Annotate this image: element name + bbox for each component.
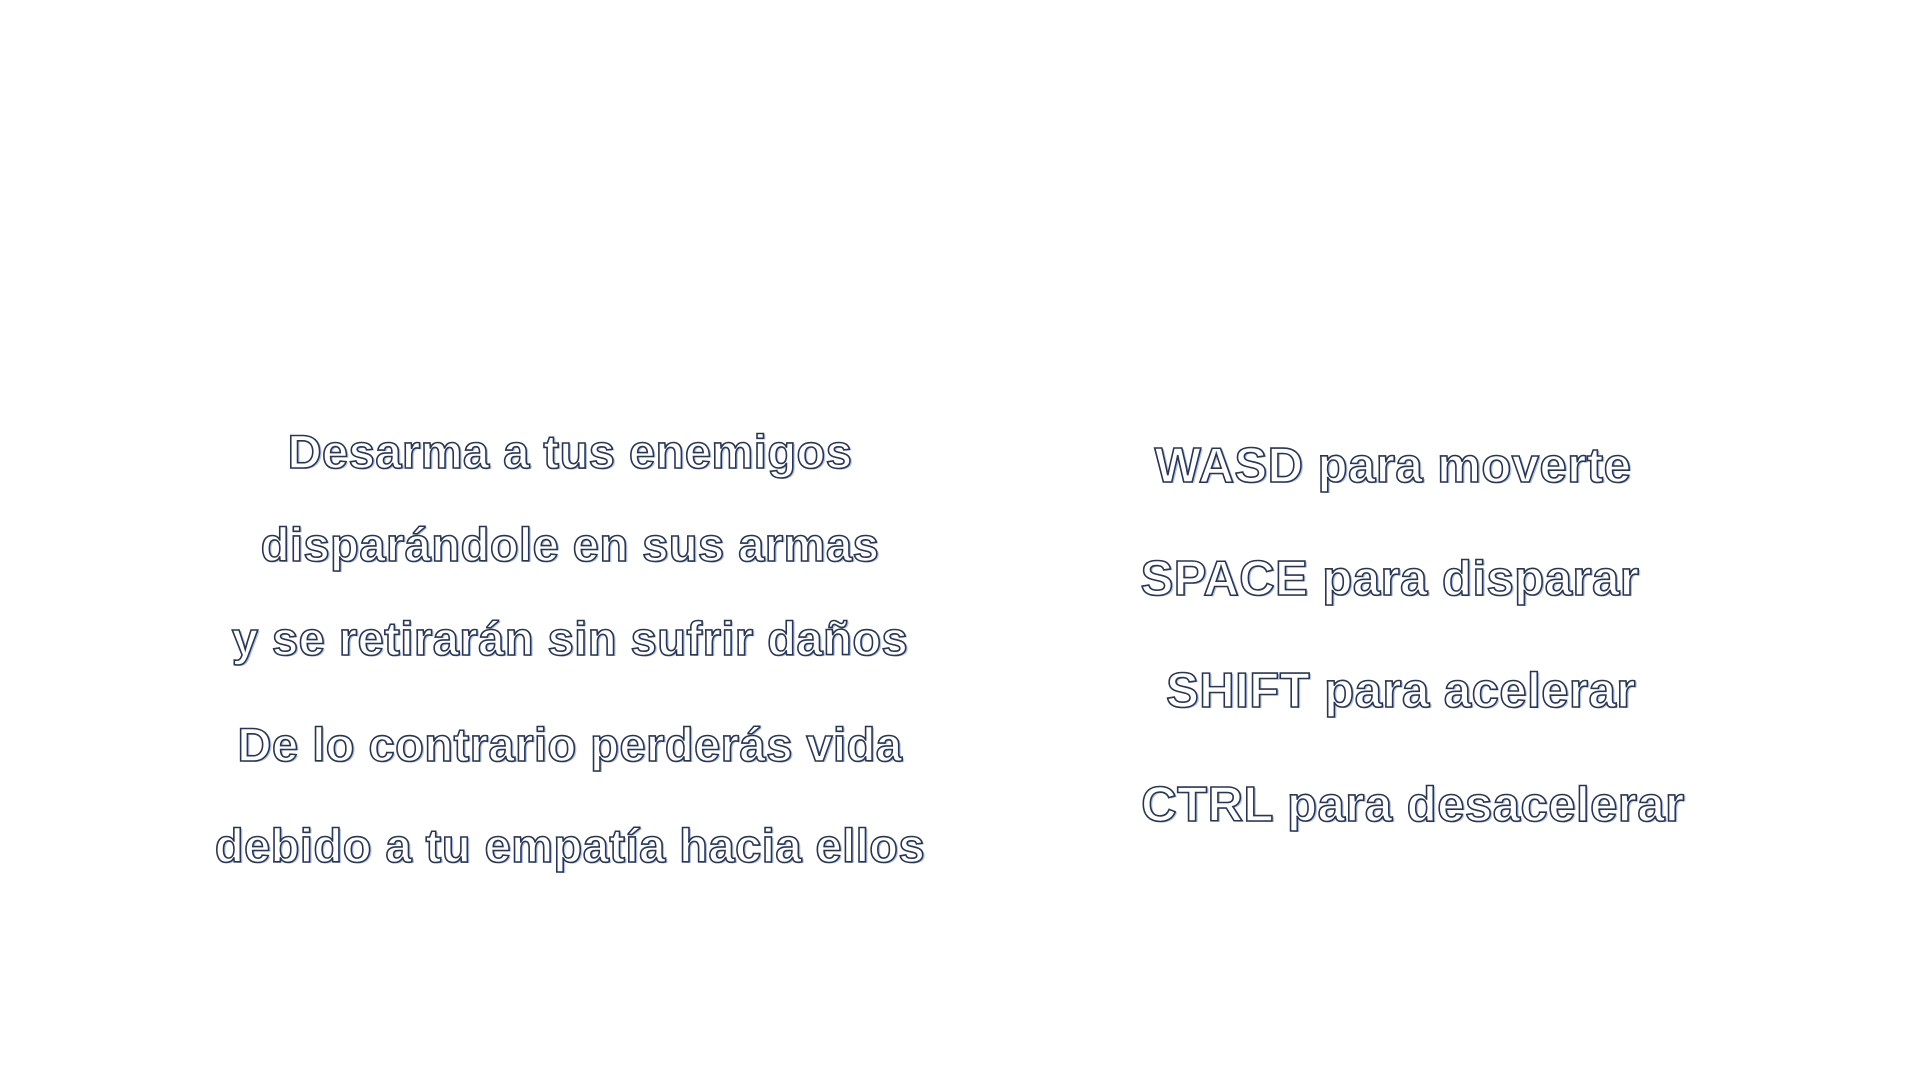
lore-line-4: De lo contrario perderás vida [237,718,903,771]
control-shoot: SPACE para disparar [1140,552,1640,606]
lore-line-2: disparándole en sus armas [260,518,880,571]
lore-line-1: Desarma a tus enemigos [287,425,853,478]
lore-line-3: y se retirarán sin sufrir daños [231,612,909,665]
control-accelerate: SHIFT para acelerar [1166,664,1636,718]
control-move: WASD para moverte [1154,439,1632,493]
control-decelerate: CTRL para desacelerar [1141,778,1685,832]
lore-line-5: debido a tu empatía hacia ellos [214,819,926,872]
